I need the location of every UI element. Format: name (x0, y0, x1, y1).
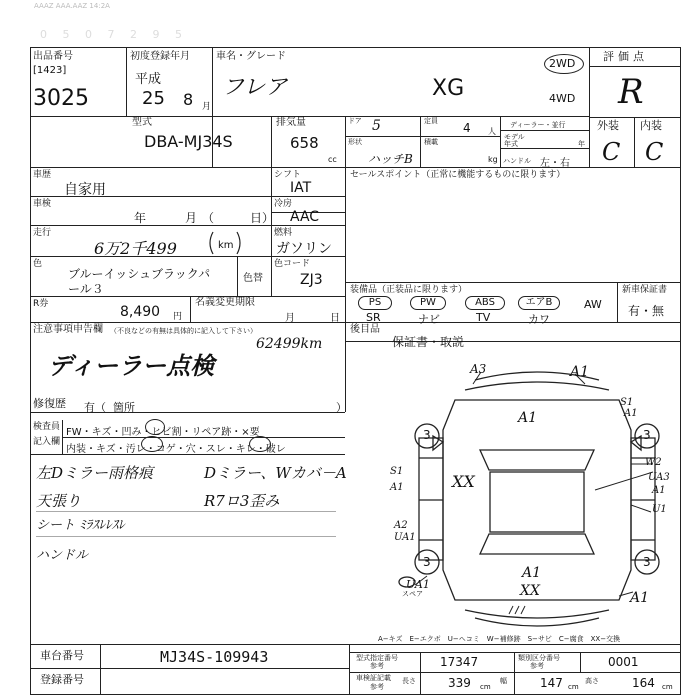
handle-value: 左・右 (540, 158, 570, 169)
comment-right-2: R7ロ3歪み (204, 492, 280, 510)
lot-sub: [1423] (33, 65, 67, 76)
inspector-label-1: 検査員 (33, 422, 61, 432)
score-label: 評価点 (603, 50, 648, 63)
fuel-value: ガソリン (276, 241, 332, 257)
handle-label: ハンドル (503, 157, 531, 165)
color-value-line2: ール３ (68, 282, 104, 296)
title-expiry-label: 名義変更期限 (195, 297, 255, 308)
length-value: 339 (448, 676, 471, 690)
sales-point-label: セールスポイント（正常に機能するものに限ります） (350, 170, 566, 180)
diag-rear-left-mark: UA1 (406, 578, 430, 591)
load-unit: kg (488, 155, 498, 164)
shift-value: IAT (290, 180, 312, 196)
vehicle-label: 車名・グレード (216, 51, 286, 62)
first-reg-year: 25 (142, 88, 165, 109)
category-no-sub: 参考 (530, 662, 544, 670)
class-no-value: 17347 (440, 655, 479, 669)
equip-aw: AW (584, 298, 602, 311)
inspection-day: 日 (250, 211, 263, 225)
drive-4wd: 4WD (549, 92, 576, 105)
notes-hand-dealer: ディーラー点検 (48, 351, 215, 380)
color-label: 色 (33, 259, 43, 269)
shift-label: シフト (274, 170, 302, 180)
ext-score-value: C (602, 138, 621, 166)
notes-label: 注意事項申告欄 (33, 324, 103, 335)
color-code-label: 色コード (274, 259, 311, 269)
comment-right-1: Dミラー、Wカバ－A (204, 464, 347, 482)
comment-4: ハンドル (36, 548, 89, 563)
diag-right-front-wheel: 3 (643, 428, 651, 442)
displacement-unit: cc (328, 155, 337, 164)
category-no-label: 類別区分番号 (518, 654, 560, 662)
diag-front-left: A3 (470, 362, 487, 376)
chassis-label: 車台番号 (40, 649, 84, 662)
model-label: 型式 (132, 117, 152, 128)
capacity-unit: 人 (488, 127, 496, 136)
comment-2: 天張り (36, 492, 82, 510)
comment-1: 左Dミラー雨格痕 (36, 464, 154, 482)
diag-side-right-top2: A1 (624, 408, 638, 419)
title-expiry-day: 日 (330, 313, 340, 324)
comment-3: シート ﾐﾗｽﾚﾚｽﾚ (36, 518, 125, 533)
diag-left-rear: A2 (394, 520, 408, 531)
vehicle-name: フレア (222, 75, 288, 100)
first-reg-era: 平成 (135, 72, 162, 87)
diag-bonnet: A1 (518, 410, 538, 426)
first-reg-month-unit: 月 (202, 102, 212, 112)
model-year-unit: 年 (578, 140, 585, 148)
displacement-label: 排気量 (276, 117, 306, 128)
lot-number: 3025 (33, 86, 89, 111)
inspector-label-2: 記入欄 (33, 437, 61, 447)
history-value: 有（ (84, 401, 106, 414)
length-unit: cm (480, 683, 491, 691)
diag-left-rear2: UA1 (394, 532, 416, 543)
inspector-ext-row: FW・キズ・凹み・ヒビ割・リペア跡・×要 (66, 427, 260, 438)
equip-navi: ナビ (418, 313, 440, 326)
width-label: 幅 (500, 677, 507, 685)
doors-label: ドア (348, 117, 362, 125)
chassis-value: MJ34S-109943 (160, 648, 269, 666)
diag-left-side-a: A1 (390, 482, 404, 493)
inspection-day-close: ） (262, 211, 275, 225)
recycle-unit: 円 (173, 312, 183, 322)
width-unit: cm (568, 683, 579, 691)
color-code-value: ZJ3 (300, 272, 323, 288)
inspector-circle-wear (249, 436, 271, 452)
diag-left-front-wheel: 3 (423, 428, 431, 442)
equip-pw: PW (410, 296, 446, 310)
history-close: ） (336, 401, 347, 414)
diagram-legend: A−キズ E−エクボ U−ヘコミ W−補修跡 S−サビ C−腐食 XX−交換 (378, 635, 621, 643)
owner-value: 自家用 (64, 182, 106, 198)
inspector-circle-dirt (141, 436, 163, 452)
model-value: DBA-MJ34S (144, 132, 233, 151)
length-label: 長さ (402, 677, 416, 685)
diag-spare: スペア (402, 590, 423, 598)
color-value-line1: ブルーイッシュブラックパ (68, 267, 211, 281)
aircon-value: AAC (290, 209, 320, 225)
title-expiry-month: 月 (285, 313, 295, 324)
mileage-unit: km (218, 240, 234, 251)
aircon-label: 冷房 (274, 199, 293, 209)
shape-value: ハッチB (368, 152, 413, 166)
diag-trunk-2: XX (520, 583, 540, 599)
warranty-value: 有・無 (628, 304, 665, 318)
notes-hand-mileage: 62499km (256, 336, 323, 352)
inspection-day-open: （ (202, 211, 215, 225)
score-value: R (618, 72, 644, 112)
height-value: 164 (632, 676, 655, 690)
docs-value: 保証書・取説 (392, 335, 465, 349)
inspector-int-row: 内装・キズ・汚レ・コゲ・穴・スレ・キレ・破レ (66, 444, 286, 455)
equipment-label: 装備品（正装品に限ります） (350, 285, 468, 295)
recycle-value: 8,490 (120, 304, 161, 320)
diag-rear-left-wheel: 3 (423, 555, 431, 569)
diag-right-body: W2 (645, 457, 662, 468)
doors-value: 5 (372, 118, 381, 134)
first-reg-label: 初度登録年月 (130, 51, 190, 62)
dims-sub: 参考 (370, 683, 384, 691)
top-faint-numbers: 0 5 0 7 2 9 5 (40, 28, 188, 41)
docs-label: 後目品 (350, 324, 380, 335)
class-no-sub: 参考 (370, 662, 384, 670)
class-no-label: 型式指定番号 (356, 654, 398, 662)
diag-trunk-1: A1 (522, 565, 542, 581)
diag-left-body: XX (452, 472, 475, 491)
notes-sub: （不良などの有無は具体的に記入して下さい） (110, 327, 257, 335)
diag-right-body3: A1 (652, 485, 666, 496)
warranty-label: 新車保証書 (622, 285, 668, 295)
equip-sr: SR (366, 311, 381, 324)
capacity-label: 定員 (424, 117, 438, 125)
diag-rear-right-wheel: 3 (643, 555, 651, 569)
diag-rear-right-a: A1 (630, 590, 650, 606)
history-unit: 箇所 (113, 401, 135, 414)
top-faint-text: AAAZ AAA.AAZ 14:2A (34, 2, 110, 10)
diag-left-side-s: S1 (390, 466, 404, 477)
equip-airbag: エアB (518, 296, 560, 310)
dealer-label: ディーラー・並行 (510, 121, 566, 129)
inspection-label: 車検 (33, 199, 52, 209)
capacity-value: 4 (463, 121, 471, 135)
equip-ps: PS (358, 296, 392, 310)
diag-right-body4: U1 (652, 504, 667, 515)
mileage-value: 6万2千499 (94, 239, 177, 258)
inspection-month: 月 (185, 211, 198, 225)
height-label: 高さ (585, 677, 599, 685)
diag-side-right-top: S1 (620, 397, 634, 408)
load-label: 積載 (424, 138, 438, 146)
dims-label: 車検証記載 (356, 674, 391, 682)
ext-score-label: 外装 (597, 119, 619, 132)
lot-label: 出品番号 (33, 51, 73, 62)
owner-label: 車歴 (33, 170, 52, 180)
history-label: 修復歴 (33, 397, 66, 410)
diag-front-right: A1 (570, 364, 590, 380)
vehicle-grade: XG (432, 76, 465, 101)
paint-label: 色替 (243, 273, 263, 284)
width-value: 147 (540, 676, 563, 690)
height-unit: cm (662, 683, 673, 691)
shape-label: 形状 (348, 138, 362, 146)
equip-abs: ABS (465, 296, 505, 310)
inspector-circle-dent (145, 419, 165, 435)
int-score-value: C (645, 138, 664, 166)
displacement-value: 658 (290, 134, 319, 152)
diag-right-body2: UA3 (648, 472, 670, 483)
first-reg-month: 8 (183, 90, 194, 109)
int-score-label: 内装 (640, 119, 662, 132)
category-no-value: 0001 (608, 655, 639, 669)
recycle-label: R券 (33, 299, 49, 309)
inspection-year: 年 (134, 211, 147, 225)
fuel-label: 燃料 (274, 228, 293, 238)
equip-tv: TV (476, 311, 491, 324)
registration-label: 登録番号 (40, 673, 84, 686)
mileage-unit-bracket (205, 230, 245, 256)
mileage-label: 走行 (33, 228, 52, 238)
model-year-label: モデル年式 (504, 133, 525, 148)
equip-leather: カワ (528, 313, 550, 326)
drive-2wd: 2WD (549, 57, 576, 70)
